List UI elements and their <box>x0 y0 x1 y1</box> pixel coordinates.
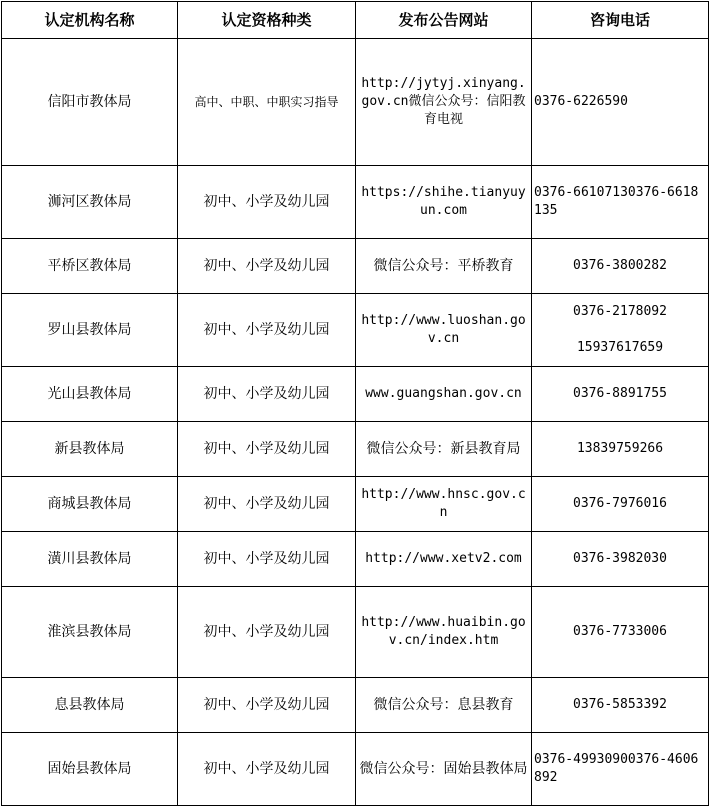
phone-cell <box>532 39 709 166</box>
table-row <box>2 367 709 422</box>
phone-cell <box>532 477 709 532</box>
type-cell: 初中、小学及幼儿园 <box>178 166 356 239</box>
table-row <box>2 733 709 806</box>
site-cell: http://jytyj.xinyang.gov.cn微信公众号：信阳教育电视 <box>356 39 532 166</box>
site-cell: 微信公众号：新县教育局 <box>356 422 532 477</box>
phone-number: 0376-3982030 <box>573 551 667 566</box>
phone-number: 0376-2178092 <box>573 304 667 319</box>
phone-cell <box>532 678 709 733</box>
phone-number: 0376-3800282 <box>573 258 667 273</box>
org-cell: 信阳市教体局 <box>2 39 178 166</box>
type-cell: 初中、小学及幼儿园 <box>178 367 356 422</box>
phone-number: 0376-7976016 <box>573 496 667 511</box>
phone-number: 0376-8891755 <box>573 386 667 401</box>
mobile-number: 15937617659 <box>576 340 664 355</box>
type-cell: 高中、中职、中职实习指导 <box>178 39 356 166</box>
phone-number: 13839759266 <box>576 441 664 456</box>
org-cell: 潢川县教体局 <box>2 532 178 587</box>
phone-number: 0376-49930900376-4606892 <box>534 752 699 785</box>
table-row <box>2 39 709 166</box>
header-org: 认定机构名称 <box>2 2 178 39</box>
org-cell: 新县教体局 <box>2 422 178 477</box>
phone-number: 0376-7733006 <box>573 624 667 639</box>
header-phone: 咨询电话 <box>532 2 709 39</box>
org-cell: 息县教体局 <box>2 678 178 733</box>
phone-cell <box>532 239 709 294</box>
header-row <box>2 2 709 39</box>
phone-cell <box>532 733 709 806</box>
site-cell: 微信公众号：平桥教育 <box>356 239 532 294</box>
phone-cell <box>532 532 709 587</box>
type-cell: 初中、小学及幼儿园 <box>178 239 356 294</box>
type-cell: 初中、小学及幼儿园 <box>178 532 356 587</box>
phone-number: 0376-5853392 <box>573 697 667 712</box>
phone-cell <box>532 294 709 367</box>
type-cell: 初中、小学及幼儿园 <box>178 294 356 367</box>
site-cell: http://www.luoshan.gov.cn <box>356 294 532 367</box>
table-row <box>2 422 709 477</box>
phone-cell <box>532 587 709 678</box>
phone-number: 0376-6226590 <box>534 94 628 109</box>
type-cell: 初中、小学及幼儿园 <box>178 678 356 733</box>
org-cell: 固始县教体局 <box>2 733 178 806</box>
header-type: 认定资格种类 <box>178 2 356 39</box>
table-row <box>2 678 709 733</box>
table-row <box>2 294 709 367</box>
org-cell: 淮滨县教体局 <box>2 587 178 678</box>
phone-cell <box>532 422 709 477</box>
org-cell: 商城县教体局 <box>2 477 178 532</box>
certification-table <box>1 1 709 806</box>
type-cell: 初中、小学及幼儿园 <box>178 422 356 477</box>
table-row <box>2 532 709 587</box>
type-cell: 初中、小学及幼儿园 <box>178 733 356 806</box>
phone-cell <box>532 166 709 239</box>
header-site: 发布公告网站 <box>356 2 532 39</box>
table-row <box>2 166 709 239</box>
org-cell: 罗山县教体局 <box>2 294 178 367</box>
phone-cell <box>532 367 709 422</box>
site-cell: http://www.xetv2.com <box>356 532 532 587</box>
type-cell: 初中、小学及幼儿园 <box>178 477 356 532</box>
table-row <box>2 477 709 532</box>
org-cell: 平桥区教体局 <box>2 239 178 294</box>
site-cell: www.guangshan.gov.cn <box>356 367 532 422</box>
table-row <box>2 239 709 294</box>
line-spacer <box>534 321 706 339</box>
site-cell: https://shihe.tianyuyun.com <box>356 166 532 239</box>
type-cell: 初中、小学及幼儿园 <box>178 587 356 678</box>
phone-number: 0376-66107130376-6618135 <box>534 185 699 218</box>
org-cell: 光山县教体局 <box>2 367 178 422</box>
org-cell: 浉河区教体局 <box>2 166 178 239</box>
site-cell: http://www.hnsc.gov.cn <box>356 477 532 532</box>
site-cell: 微信公众号：息县教育 <box>356 678 532 733</box>
table-row <box>2 587 709 678</box>
site-cell: 微信公众号：固始县教体局 <box>356 733 532 806</box>
site-cell: http://www.huaibin.gov.cn/index.htm <box>356 587 532 678</box>
